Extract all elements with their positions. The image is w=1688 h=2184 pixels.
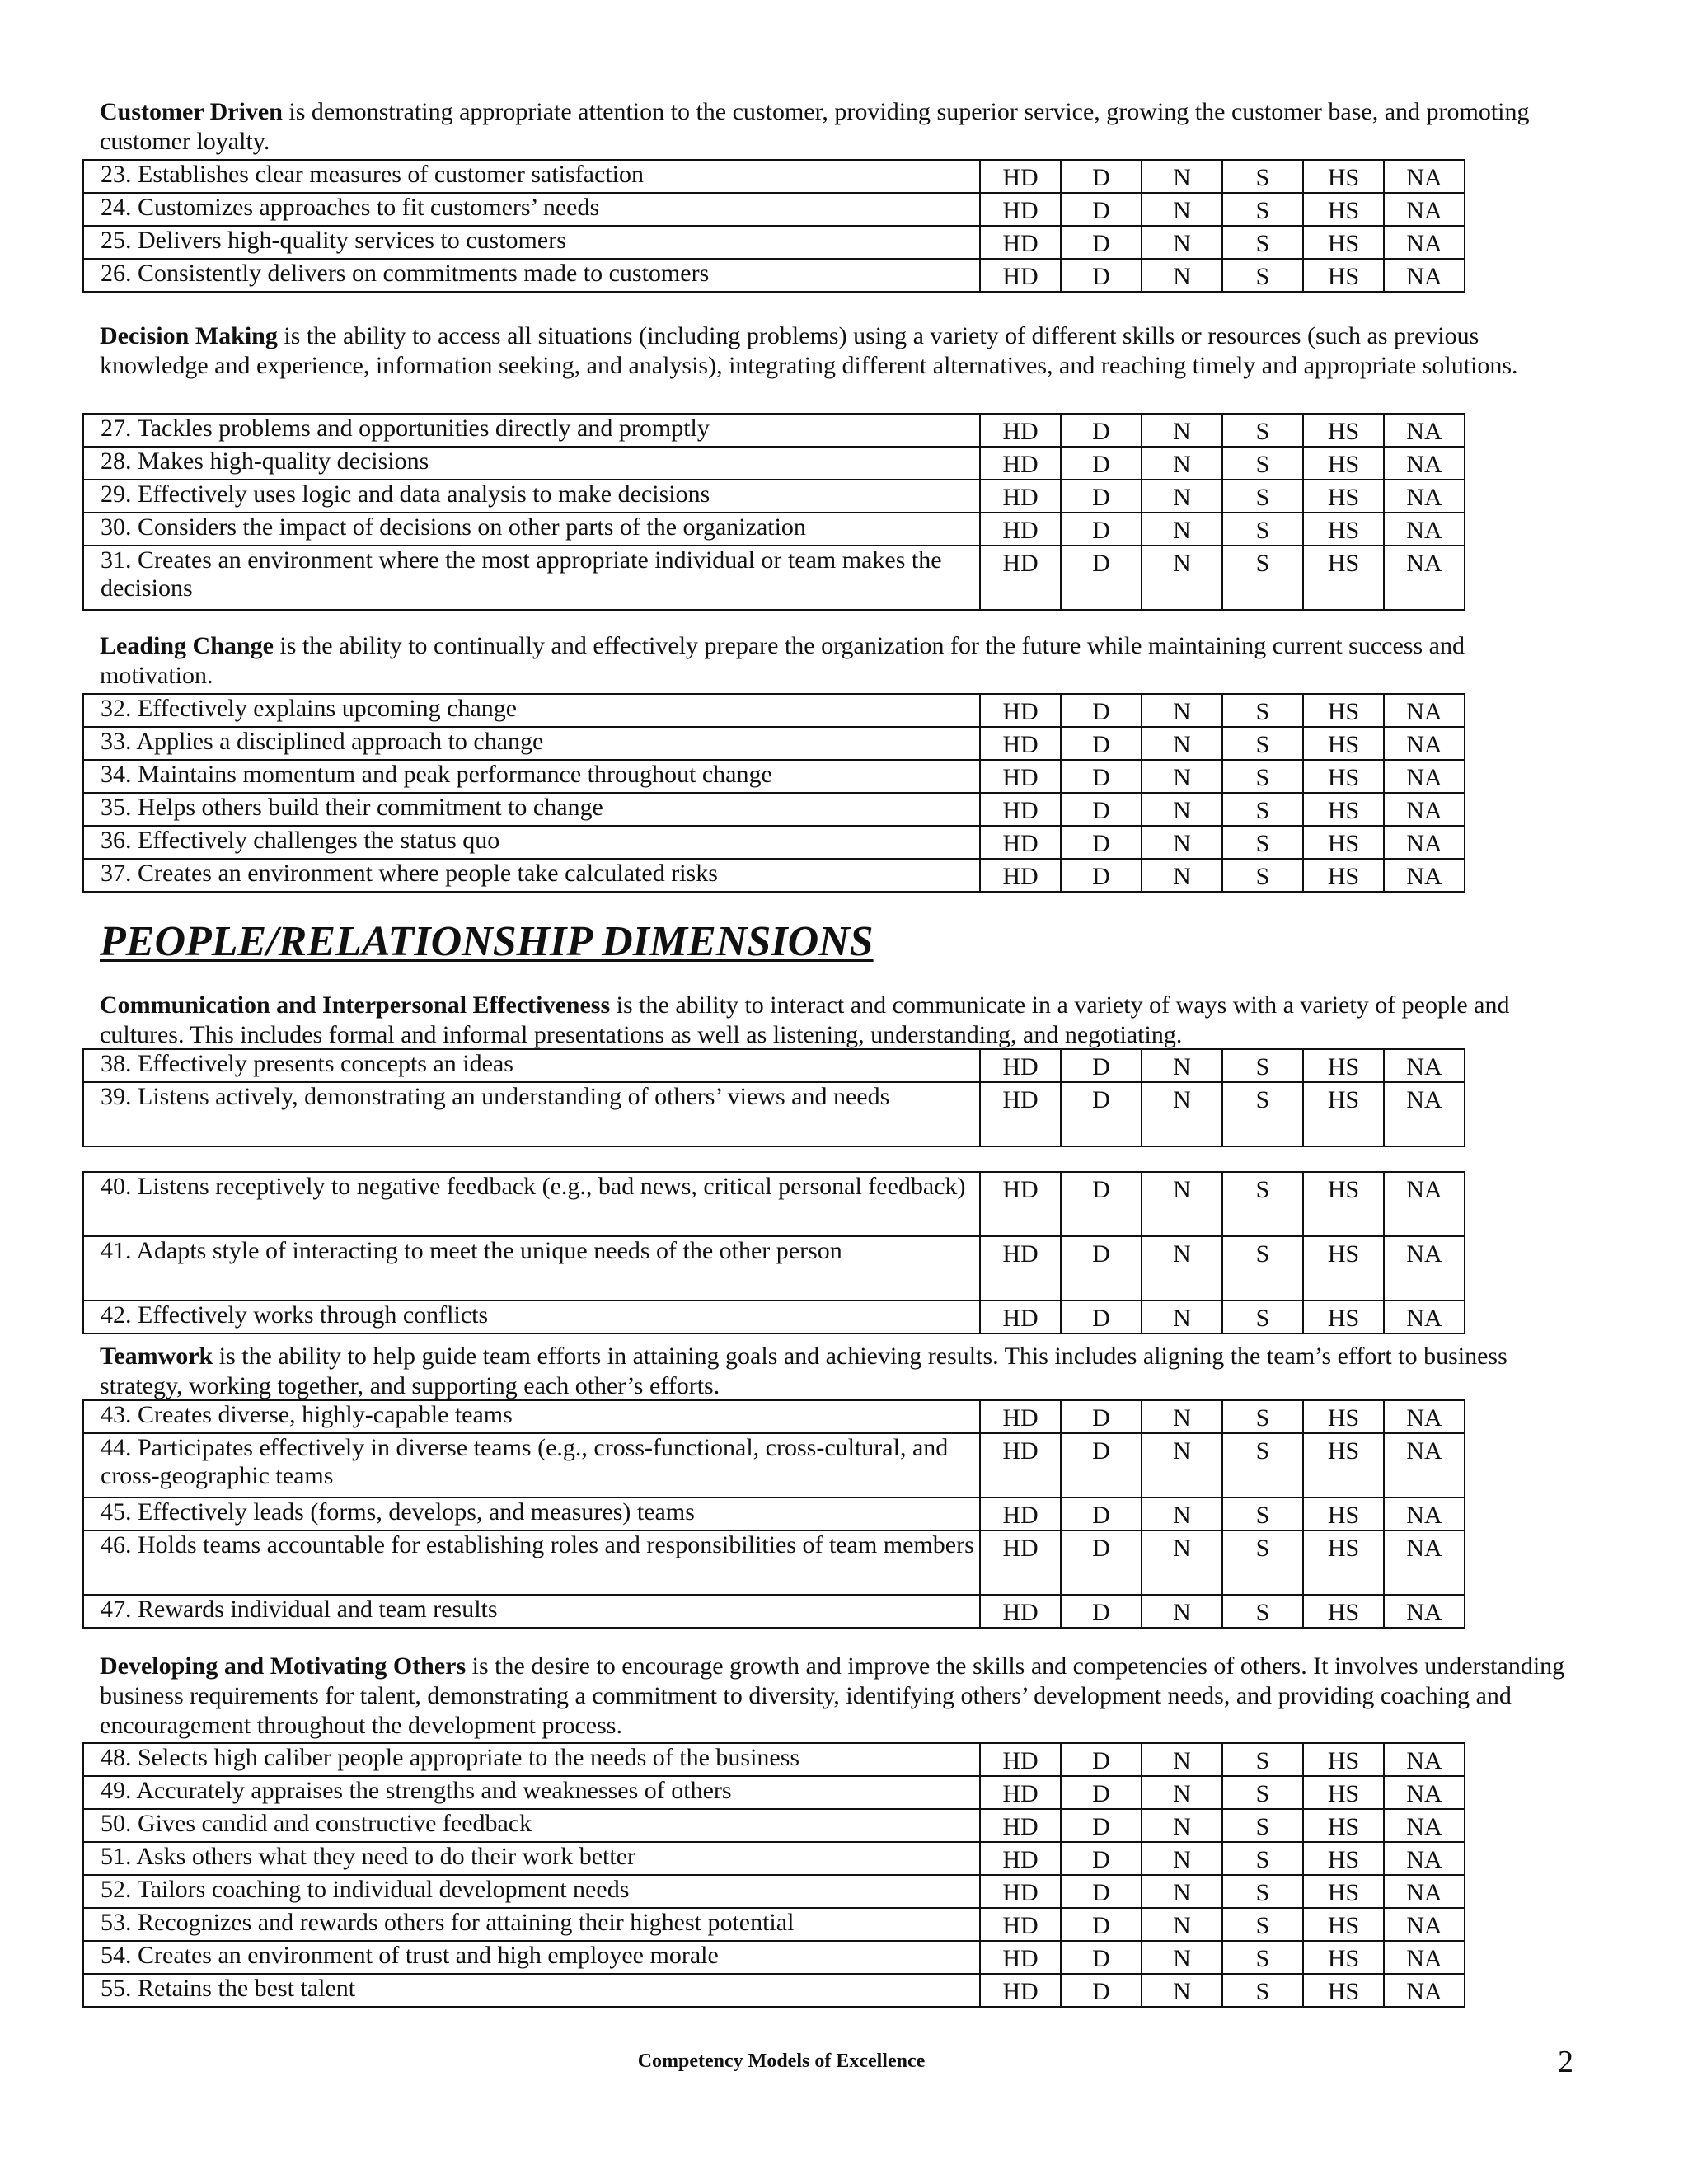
rating-option-hd[interactable]: HD xyxy=(980,1941,1061,1974)
rating-row xyxy=(83,1301,1465,1333)
rating-row xyxy=(83,1400,1465,1433)
item-text: 39. Listens actively, demonstrating an understanding of others’ views and needs xyxy=(83,1082,980,1146)
rating-row xyxy=(83,1530,1465,1595)
rating-option-d[interactable]: D xyxy=(1061,1776,1142,1809)
rating-option-s[interactable]: S xyxy=(1222,793,1303,826)
rating-row xyxy=(83,1433,1465,1497)
rating-option-hs[interactable]: HS xyxy=(1303,546,1384,610)
rating-option-d[interactable]: D xyxy=(1061,1974,1142,2007)
rating-option-na[interactable]: NA xyxy=(1384,193,1465,226)
rating-option-hs[interactable]: HS xyxy=(1303,1236,1384,1301)
rating-option-hs[interactable]: HS xyxy=(1303,1842,1384,1875)
rating-option-d[interactable]: D xyxy=(1061,193,1142,226)
rating-option-na[interactable]: NA xyxy=(1384,1433,1465,1497)
rating-option-n[interactable]: N xyxy=(1142,859,1222,892)
rating-option-n[interactable]: N xyxy=(1142,1842,1222,1875)
rating-option-hd[interactable]: HD xyxy=(980,826,1061,859)
rating-option-hs[interactable]: HS xyxy=(1303,160,1384,193)
page-number: 2 xyxy=(1558,2045,1573,2079)
rating-option-d[interactable]: D xyxy=(1061,1908,1142,1941)
rating-option-na[interactable]: NA xyxy=(1384,1908,1465,1941)
section-definition: is demonstrating appropriate attention to the customer, providing superior service, growing the customer base, and promoting customer loyalty. xyxy=(100,98,1530,155)
rating-option-n[interactable]: N xyxy=(1142,1743,1222,1776)
rating-option-s[interactable]: S xyxy=(1222,694,1303,727)
rating-option-n[interactable]: N xyxy=(1142,513,1222,546)
footer-title: Competency Models of Excellence xyxy=(637,2050,926,2072)
rating-option-hd[interactable]: HD xyxy=(980,447,1061,480)
dimension-heading: PEOPLE/RELATIONSHIP DIMENSIONS xyxy=(100,918,874,965)
rating-option-hd[interactable]: HD xyxy=(980,1530,1061,1595)
rating-option-hs[interactable]: HS xyxy=(1303,1172,1384,1236)
rating-option-hd[interactable]: HD xyxy=(980,1049,1061,1082)
rating-table xyxy=(82,693,1465,893)
rating-option-n[interactable]: N xyxy=(1142,160,1222,193)
rating-option-hd[interactable]: HD xyxy=(980,760,1061,793)
rating-option-d[interactable]: D xyxy=(1061,1809,1142,1842)
rating-option-hd[interactable]: HD xyxy=(980,859,1061,892)
rating-option-hs[interactable]: HS xyxy=(1303,1530,1384,1595)
rating-option-d[interactable]: D xyxy=(1061,826,1142,859)
rating-option-d[interactable]: D xyxy=(1061,447,1142,480)
rating-option-hs[interactable]: HS xyxy=(1303,1301,1384,1333)
rating-option-hd[interactable]: HD xyxy=(980,1400,1061,1433)
rating-option-d[interactable]: D xyxy=(1061,480,1142,513)
rating-option-s[interactable]: S xyxy=(1222,1776,1303,1809)
item-text: 38. Effectively presents concepts an ideas xyxy=(83,1049,980,1082)
item-text: 55. Retains the best talent xyxy=(83,1974,980,2007)
rating-row xyxy=(83,1236,1465,1301)
rating-option-hs[interactable]: HS xyxy=(1303,447,1384,480)
rating-option-s[interactable]: S xyxy=(1222,826,1303,859)
rating-option-d[interactable]: D xyxy=(1061,793,1142,826)
rating-option-na[interactable]: NA xyxy=(1384,1172,1465,1236)
rating-option-d[interactable]: D xyxy=(1061,1400,1142,1433)
rating-option-na[interactable]: NA xyxy=(1384,694,1465,727)
rating-option-d[interactable]: D xyxy=(1061,1941,1142,1974)
rating-option-hs[interactable]: HS xyxy=(1303,1974,1384,2007)
rating-option-na[interactable]: NA xyxy=(1384,727,1465,760)
rating-option-n[interactable]: N xyxy=(1142,1172,1222,1236)
rating-option-hd[interactable]: HD xyxy=(980,1301,1061,1333)
rating-option-s[interactable]: S xyxy=(1222,727,1303,760)
section-intro xyxy=(100,631,1583,691)
rating-option-n[interactable]: N xyxy=(1142,1941,1222,1974)
item-text: 50. Gives candid and constructive feedback xyxy=(83,1809,980,1842)
rating-option-s[interactable]: S xyxy=(1222,259,1303,292)
rating-option-d[interactable]: D xyxy=(1061,513,1142,546)
rating-option-hd[interactable]: HD xyxy=(980,1974,1061,2007)
rating-row xyxy=(83,1908,1465,1941)
rating-option-hd[interactable]: HD xyxy=(980,414,1061,447)
rating-option-d[interactable]: D xyxy=(1061,727,1142,760)
rating-option-s[interactable]: S xyxy=(1222,447,1303,480)
section-term: Communication and Interpersonal Effectiveness xyxy=(100,991,611,1019)
section-definition: is the desire to encourage growth and improve the skills and competencies of others. It involves understanding business requirements for talent, demonstrating a commitment to diversity, identifying others’ development needs, and providing coaching and encouragement throughout the development process. xyxy=(100,1652,1565,1739)
rating-option-d[interactable]: D xyxy=(1061,160,1142,193)
rating-option-hs[interactable]: HS xyxy=(1303,513,1384,546)
rating-option-na[interactable]: NA xyxy=(1384,1595,1465,1628)
rating-option-na[interactable]: NA xyxy=(1384,1776,1465,1809)
rating-row xyxy=(83,259,1465,292)
rating-option-n[interactable]: N xyxy=(1142,793,1222,826)
rating-option-na[interactable]: NA xyxy=(1384,1497,1465,1530)
rating-option-hd[interactable]: HD xyxy=(980,226,1061,259)
rating-option-hd[interactable]: HD xyxy=(980,727,1061,760)
rating-option-n[interactable]: N xyxy=(1142,1497,1222,1530)
rating-option-d[interactable]: D xyxy=(1061,1842,1142,1875)
rating-option-s[interactable]: S xyxy=(1222,1301,1303,1333)
rating-option-n[interactable]: N xyxy=(1142,1875,1222,1908)
rating-row xyxy=(83,1842,1465,1875)
rating-option-d[interactable]: D xyxy=(1061,1433,1142,1497)
section-definition: is the ability to continually and effectively prepare the organization for the future while maintaining current success and motivation. xyxy=(100,632,1465,689)
rating-option-hs[interactable]: HS xyxy=(1303,1743,1384,1776)
rating-option-s[interactable]: S xyxy=(1222,513,1303,546)
rating-option-s[interactable]: S xyxy=(1222,546,1303,610)
rating-option-n[interactable]: N xyxy=(1142,1776,1222,1809)
rating-option-hd[interactable]: HD xyxy=(980,1433,1061,1497)
item-text: 35. Helps others build their commitment to change xyxy=(83,793,980,826)
rating-row xyxy=(83,793,1465,826)
rating-table xyxy=(82,1171,1465,1334)
section-term: Developing and Motivating Others xyxy=(100,1652,467,1680)
rating-option-hd[interactable]: HD xyxy=(980,1172,1061,1236)
rating-option-s[interactable]: S xyxy=(1222,1049,1303,1082)
rating-option-na[interactable]: NA xyxy=(1384,1530,1465,1595)
rating-option-n[interactable]: N xyxy=(1142,727,1222,760)
rating-option-hs[interactable]: HS xyxy=(1303,1082,1384,1146)
rating-option-n[interactable]: N xyxy=(1142,193,1222,226)
section-intro xyxy=(100,97,1583,157)
item-text: 25. Delivers high-quality services to customers xyxy=(83,226,980,259)
rating-option-hs[interactable]: HS xyxy=(1303,414,1384,447)
rating-option-n[interactable]: N xyxy=(1142,760,1222,793)
rating-option-hs[interactable]: HS xyxy=(1303,1595,1384,1628)
rating-option-hd[interactable]: HD xyxy=(980,193,1061,226)
item-text: 40. Listens receptively to negative feedback (e.g., bad news, critical personal feedback) xyxy=(83,1172,980,1236)
rating-option-d[interactable]: D xyxy=(1061,259,1142,292)
section-intro xyxy=(100,1652,1583,1741)
rating-row xyxy=(83,1974,1465,2007)
rating-option-s[interactable]: S xyxy=(1222,859,1303,892)
rating-option-na[interactable]: NA xyxy=(1384,513,1465,546)
rating-option-s[interactable]: S xyxy=(1222,1595,1303,1628)
rating-option-d[interactable]: D xyxy=(1061,760,1142,793)
rating-table xyxy=(82,159,1465,293)
rating-option-n[interactable]: N xyxy=(1142,1908,1222,1941)
rating-option-na[interactable]: NA xyxy=(1384,793,1465,826)
rating-option-na[interactable]: NA xyxy=(1384,760,1465,793)
rating-option-d[interactable]: D xyxy=(1061,1236,1142,1301)
item-text: 32. Effectively explains upcoming change xyxy=(83,694,980,727)
rating-option-hs[interactable]: HS xyxy=(1303,1809,1384,1842)
item-text: 46. Holds teams accountable for establishing roles and responsibilities of team members xyxy=(83,1530,980,1595)
rating-option-hd[interactable]: HD xyxy=(980,793,1061,826)
rating-option-na[interactable]: NA xyxy=(1384,1941,1465,1974)
rating-option-hs[interactable]: HS xyxy=(1303,1776,1384,1809)
rating-option-s[interactable]: S xyxy=(1222,414,1303,447)
rating-row xyxy=(83,1049,1465,1082)
rating-option-s[interactable]: S xyxy=(1222,1809,1303,1842)
rating-table xyxy=(82,1399,1465,1629)
rating-option-n[interactable]: N xyxy=(1142,1530,1222,1595)
rating-option-hs[interactable]: HS xyxy=(1303,1941,1384,1974)
rating-option-hs[interactable]: HS xyxy=(1303,793,1384,826)
item-text: 24. Customizes approaches to fit customers’ needs xyxy=(83,193,980,226)
rating-row xyxy=(83,694,1465,727)
rating-option-na[interactable]: NA xyxy=(1384,1236,1465,1301)
rating-option-n[interactable]: N xyxy=(1142,694,1222,727)
rating-option-d[interactable]: D xyxy=(1061,1049,1142,1082)
rating-option-hs[interactable]: HS xyxy=(1303,859,1384,892)
rating-row xyxy=(83,1875,1465,1908)
rating-option-s[interactable]: S xyxy=(1222,1497,1303,1530)
rating-option-na[interactable]: NA xyxy=(1384,259,1465,292)
rating-option-hs[interactable]: HS xyxy=(1303,1400,1384,1433)
rating-option-n[interactable]: N xyxy=(1142,1433,1222,1497)
rating-row xyxy=(83,1776,1465,1809)
rating-option-hd[interactable]: HD xyxy=(980,1875,1061,1908)
rating-option-na[interactable]: NA xyxy=(1384,160,1465,193)
rating-option-s[interactable]: S xyxy=(1222,1974,1303,2007)
rating-row xyxy=(83,1082,1465,1146)
rating-option-hd[interactable]: HD xyxy=(980,1743,1061,1776)
rating-row xyxy=(83,480,1465,513)
rating-option-hs[interactable]: HS xyxy=(1303,1049,1384,1082)
rating-option-na[interactable]: NA xyxy=(1384,226,1465,259)
rating-option-na[interactable]: NA xyxy=(1384,546,1465,610)
rating-row xyxy=(83,1941,1465,1974)
item-text: 28. Makes high-quality decisions xyxy=(83,447,980,480)
rating-option-n[interactable]: N xyxy=(1142,1400,1222,1433)
section-definition: is the ability to help guide team efforts in attaining goals and achieving results. This includes aligning the team’s effort to business strategy, working together, and supporting each other’s efforts. xyxy=(100,1343,1507,1399)
rating-option-hd[interactable]: HD xyxy=(980,694,1061,727)
rating-option-n[interactable]: N xyxy=(1142,546,1222,610)
rating-option-n[interactable]: N xyxy=(1142,1809,1222,1842)
rating-option-hd[interactable]: HD xyxy=(980,1595,1061,1628)
rating-option-s[interactable]: S xyxy=(1222,760,1303,793)
rating-row xyxy=(83,513,1465,546)
item-text: 36. Effectively challenges the status quo xyxy=(83,826,980,859)
rating-option-s[interactable]: S xyxy=(1222,226,1303,259)
rating-option-na[interactable]: NA xyxy=(1384,1082,1465,1146)
rating-option-hd[interactable]: HD xyxy=(980,1082,1061,1146)
rating-row xyxy=(83,546,1465,610)
rating-row xyxy=(83,760,1465,793)
rating-option-s[interactable]: S xyxy=(1222,1172,1303,1236)
rating-row xyxy=(83,1743,1465,1776)
rating-option-n[interactable]: N xyxy=(1142,1595,1222,1628)
rating-row xyxy=(83,727,1465,760)
rating-option-s[interactable]: S xyxy=(1222,1236,1303,1301)
rating-option-s[interactable]: S xyxy=(1222,1433,1303,1497)
rating-option-d[interactable]: D xyxy=(1061,546,1142,610)
rating-option-hs[interactable]: HS xyxy=(1303,480,1384,513)
rating-row xyxy=(83,859,1465,892)
rating-row xyxy=(83,226,1465,259)
rating-option-d[interactable]: D xyxy=(1061,1595,1142,1628)
rating-option-d[interactable]: D xyxy=(1061,694,1142,727)
rating-option-n[interactable]: N xyxy=(1142,1301,1222,1333)
rating-option-na[interactable]: NA xyxy=(1384,1301,1465,1333)
rating-option-hd[interactable]: HD xyxy=(980,546,1061,610)
rating-row xyxy=(83,1497,1465,1530)
rating-option-hd[interactable]: HD xyxy=(980,1809,1061,1842)
item-text: 42. Effectively works through conflicts xyxy=(83,1301,980,1333)
rating-option-s[interactable]: S xyxy=(1222,1082,1303,1146)
item-text: 47. Rewards individual and team results xyxy=(83,1595,980,1628)
rating-option-hd[interactable]: HD xyxy=(980,480,1061,513)
item-text: 29. Effectively uses logic and data analysis to make decisions xyxy=(83,480,980,513)
section-term: Customer Driven xyxy=(100,98,283,125)
rating-option-na[interactable]: NA xyxy=(1384,1875,1465,1908)
rating-table xyxy=(82,1048,1465,1147)
rating-option-hd[interactable]: HD xyxy=(980,1776,1061,1809)
item-text: 49. Accurately appraises the strengths and weaknesses of others xyxy=(83,1776,980,1809)
rating-option-s[interactable]: S xyxy=(1222,193,1303,226)
rating-option-d[interactable]: D xyxy=(1061,859,1142,892)
item-text: 37. Creates an environment where people take calculated risks xyxy=(83,859,980,892)
section-term: Leading Change xyxy=(100,632,274,659)
rating-option-hd[interactable]: HD xyxy=(980,1236,1061,1301)
rating-option-d[interactable]: D xyxy=(1061,1743,1142,1776)
item-text: 41. Adapts style of interacting to meet the unique needs of the other person xyxy=(83,1236,980,1301)
rating-option-hs[interactable]: HS xyxy=(1303,727,1384,760)
rating-row xyxy=(83,447,1465,480)
item-text: 48. Selects high caliber people appropriate to the needs of the business xyxy=(83,1743,980,1776)
item-text: 34. Maintains momentum and peak performance throughout change xyxy=(83,760,980,793)
rating-option-s[interactable]: S xyxy=(1222,1842,1303,1875)
rating-option-na[interactable]: NA xyxy=(1384,480,1465,513)
rating-option-d[interactable]: D xyxy=(1061,1082,1142,1146)
rating-option-d[interactable]: D xyxy=(1061,1497,1142,1530)
section-definition: is the ability to access all situations (including problems) using a variety of different skills or resources (such as previous knowledge and experience, information seeking, and analysis), integrating different alternatives, and reaching timely and appropriate solutions. xyxy=(100,322,1518,379)
rating-option-hs[interactable]: HS xyxy=(1303,1433,1384,1497)
rating-option-d[interactable]: D xyxy=(1061,1172,1142,1236)
rating-option-na[interactable]: NA xyxy=(1384,1743,1465,1776)
rating-row xyxy=(83,826,1465,859)
rating-option-n[interactable]: N xyxy=(1142,259,1222,292)
rating-option-na[interactable]: NA xyxy=(1384,447,1465,480)
rating-option-hs[interactable]: HS xyxy=(1303,826,1384,859)
rating-option-hs[interactable]: HS xyxy=(1303,193,1384,226)
rating-option-s[interactable]: S xyxy=(1222,480,1303,513)
rating-row xyxy=(83,193,1465,226)
rating-option-hd[interactable]: HD xyxy=(980,513,1061,546)
rating-table xyxy=(82,1742,1465,2008)
rating-option-n[interactable]: N xyxy=(1142,1974,1222,2007)
section-intro xyxy=(100,991,1583,1050)
rating-option-n[interactable]: N xyxy=(1142,480,1222,513)
item-text: 51. Asks others what they need to do their work better xyxy=(83,1842,980,1875)
rating-option-hd[interactable]: HD xyxy=(980,259,1061,292)
rating-option-na[interactable]: NA xyxy=(1384,826,1465,859)
rating-row xyxy=(83,1809,1465,1842)
item-text: 31. Creates an environment where the most appropriate individual or team makes the decisions xyxy=(83,546,980,610)
rating-row xyxy=(83,1172,1465,1236)
rating-option-na[interactable]: NA xyxy=(1384,1049,1465,1082)
item-text: 53. Recognizes and rewards others for attaining their highest potential xyxy=(83,1908,980,1941)
rating-option-n[interactable]: N xyxy=(1142,447,1222,480)
item-text: 27. Tackles problems and opportunities directly and promptly xyxy=(83,414,980,447)
rating-option-s[interactable]: S xyxy=(1222,1908,1303,1941)
rating-option-na[interactable]: NA xyxy=(1384,1400,1465,1433)
rating-option-na[interactable]: NA xyxy=(1384,859,1465,892)
rating-option-s[interactable]: S xyxy=(1222,1941,1303,1974)
section-term: Decision Making xyxy=(100,322,278,349)
section-intro xyxy=(100,321,1583,381)
section-intro xyxy=(100,1342,1583,1401)
item-text: 26. Consistently delivers on commitments made to customers xyxy=(83,259,980,292)
rating-option-hs[interactable]: HS xyxy=(1303,259,1384,292)
rating-row xyxy=(83,1595,1465,1628)
rating-option-hs[interactable]: HS xyxy=(1303,694,1384,727)
section-definition: is the ability to interact and communicate in a variety of ways with a variety of people and cultures. This includes formal and informal presentations as well as listening, understanding, and negotiating. xyxy=(100,991,1510,1048)
rating-option-hd[interactable]: HD xyxy=(980,1497,1061,1530)
item-text: 23. Establishes clear measures of customer satisfaction xyxy=(83,160,980,193)
rating-option-n[interactable]: N xyxy=(1142,1082,1222,1146)
rating-option-s[interactable]: S xyxy=(1222,1743,1303,1776)
rating-option-s[interactable]: S xyxy=(1222,160,1303,193)
rating-option-na[interactable]: NA xyxy=(1384,414,1465,447)
rating-option-hd[interactable]: HD xyxy=(980,1842,1061,1875)
rating-option-na[interactable]: NA xyxy=(1384,1974,1465,2007)
rating-option-hs[interactable]: HS xyxy=(1303,226,1384,259)
item-text: 45. Effectively leads (forms, develops, and measures) teams xyxy=(83,1497,980,1530)
item-text: 44. Participates effectively in diverse teams (e.g., cross-functional, cross-cultural, and cross-geographic teams xyxy=(83,1433,980,1497)
rating-option-n[interactable]: N xyxy=(1142,1049,1222,1082)
rating-option-na[interactable]: NA xyxy=(1384,1842,1465,1875)
item-text: 43. Creates diverse, highly-capable teams xyxy=(83,1400,980,1433)
rating-option-s[interactable]: S xyxy=(1222,1400,1303,1433)
rating-option-na[interactable]: NA xyxy=(1384,1809,1465,1842)
item-text: 54. Creates an environment of trust and high employee morale xyxy=(83,1941,980,1974)
rating-option-n[interactable]: N xyxy=(1142,826,1222,859)
rating-option-d[interactable]: D xyxy=(1061,226,1142,259)
section-term: Teamwork xyxy=(100,1343,213,1370)
rating-option-d[interactable]: D xyxy=(1061,1301,1142,1333)
rating-option-hd[interactable]: HD xyxy=(980,160,1061,193)
rating-option-d[interactable]: D xyxy=(1061,414,1142,447)
rating-option-hs[interactable]: HS xyxy=(1303,1875,1384,1908)
rating-option-hs[interactable]: HS xyxy=(1303,1908,1384,1941)
item-text: 30. Considers the impact of decisions on other parts of the organization xyxy=(83,513,980,546)
rating-option-s[interactable]: S xyxy=(1222,1875,1303,1908)
rating-option-d[interactable]: D xyxy=(1061,1875,1142,1908)
rating-row xyxy=(83,414,1465,447)
rating-option-n[interactable]: N xyxy=(1142,1236,1222,1301)
rating-option-s[interactable]: S xyxy=(1222,1530,1303,1595)
rating-option-hs[interactable]: HS xyxy=(1303,760,1384,793)
rating-option-hd[interactable]: HD xyxy=(980,1908,1061,1941)
rating-option-n[interactable]: N xyxy=(1142,414,1222,447)
item-text: 33. Applies a disciplined approach to change xyxy=(83,727,980,760)
rating-table xyxy=(82,413,1465,611)
rating-option-hs[interactable]: HS xyxy=(1303,1497,1384,1530)
rating-row xyxy=(83,160,1465,193)
rating-option-d[interactable]: D xyxy=(1061,1530,1142,1595)
item-text: 52. Tailors coaching to individual development needs xyxy=(83,1875,980,1908)
rating-option-n[interactable]: N xyxy=(1142,226,1222,259)
